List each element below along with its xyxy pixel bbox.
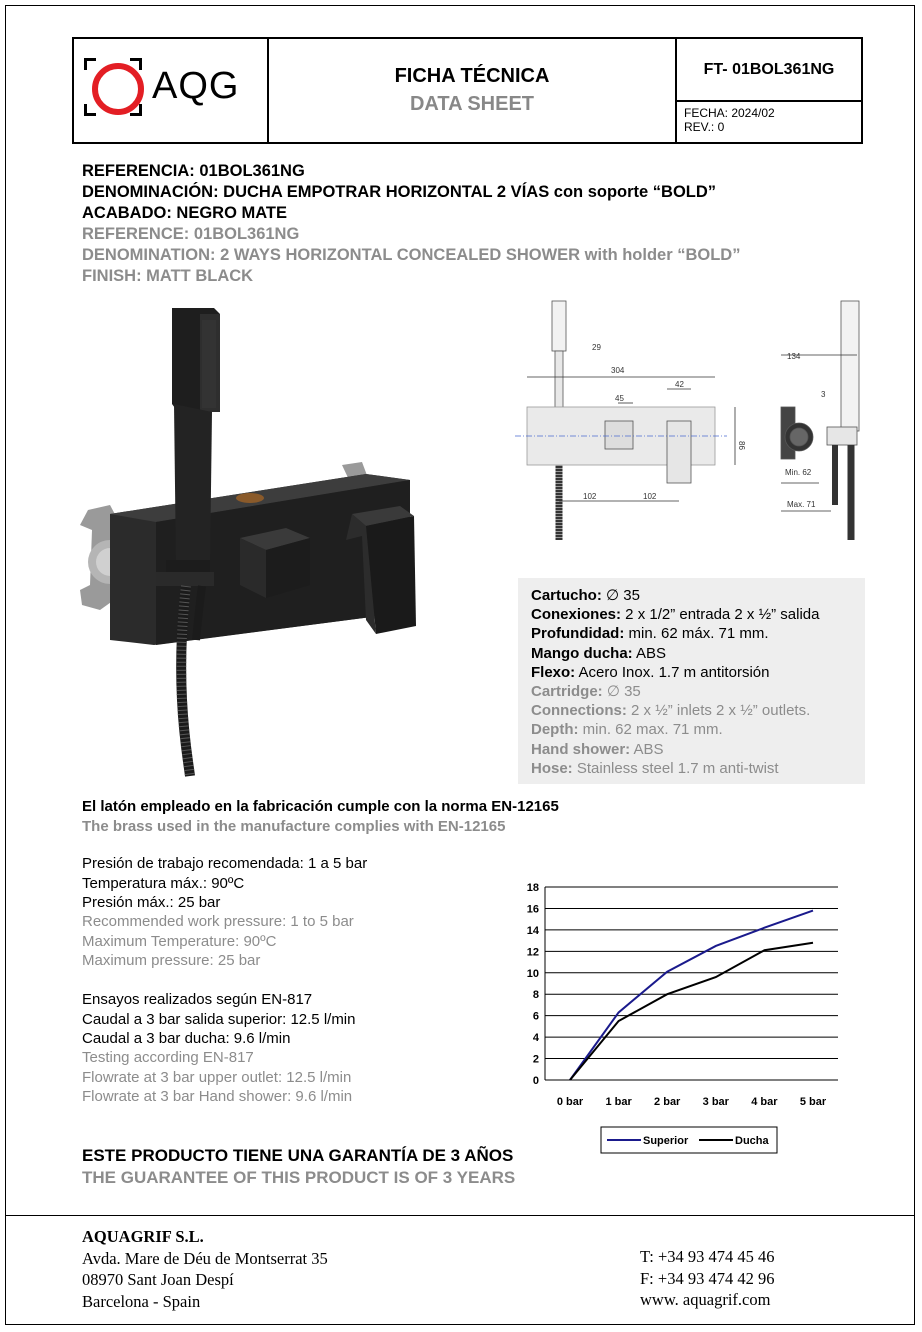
x-tick-label: 1 bar (605, 1096, 632, 1108)
denomination-en: DENOMINATION: 2 WAYS HORIZONTAL CONCEALED SHOWER with holder “BOLD” (82, 246, 741, 264)
spec-es-key: Mango ducha: (531, 644, 633, 662)
spec-en-row (531, 720, 865, 739)
tests-en-1: Testing according EN-817 (82, 1049, 254, 1066)
tests-es-3: Caudal a 3 bar ducha: 9.6 l/min (82, 1030, 291, 1047)
reference-en: REFERENCE: 01BOL361NG (82, 225, 300, 243)
specs-box (518, 578, 865, 784)
spec-en-key: Connections: (531, 702, 627, 720)
spec-es-row (531, 663, 865, 682)
spec-en-key: Hose: (531, 759, 573, 777)
y-tick-label: 4 (532, 1032, 539, 1045)
title-cell (269, 39, 677, 142)
dim-42: 42 (675, 380, 684, 389)
dim-304: 304 (611, 366, 625, 375)
brass-en: The brass used in the manufacture complies with EN-12165 (82, 818, 506, 835)
spec-en-value: ∅ 35 (602, 683, 641, 701)
dim-86: 86 (737, 441, 746, 450)
legend-label: Ducha (735, 1135, 769, 1147)
company-name: AQUAGRIF S.L. (82, 1227, 204, 1246)
doc-revision: REV.: 0 (684, 120, 725, 134)
address-line-3: Barcelona - Spain (82, 1291, 201, 1311)
spec-en-row (531, 701, 865, 720)
brass-es: El latón empleado en la fabricación cumple con la norma EN-12165 (82, 798, 559, 815)
spec-en-row (531, 682, 865, 701)
logo-text: AQG (152, 65, 240, 107)
reference-es: REFERENCIA: 01BOL361NG (82, 162, 305, 180)
tests-es-2: Caudal a 3 bar salida superior: 12.5 l/min (82, 1011, 356, 1028)
product-image (70, 300, 430, 785)
footer-address (82, 1226, 328, 1312)
y-tick-label: 14 (526, 924, 539, 937)
series-line-superior (570, 911, 813, 1080)
pressure-es-2: Temperatura máx.: 90ºC (82, 875, 245, 892)
legend-label: Superior (643, 1135, 689, 1147)
pressure-es-3: Presión máx.: 25 bar (82, 894, 221, 911)
pressure-en-1: Recommended work pressure: 1 to 5 bar (82, 913, 354, 930)
spec-es-value: 2 x 1/2” entrada 2 x ½” salida (621, 606, 820, 624)
y-tick-label: 18 (526, 882, 539, 894)
spec-en-value: 2 x ½” inlets 2 x ½” outlets. (626, 702, 811, 720)
spec-es-value: ∅ 35 (601, 587, 640, 604)
spec-es-key: Cartucho: (531, 587, 602, 604)
footer-divider (5, 1215, 915, 1216)
pressure-en-3: Maximum pressure: 25 bar (82, 952, 261, 969)
diverter-knob (240, 528, 310, 598)
spec-es-key: Conexiones: (531, 606, 622, 624)
y-tick-label: 16 (526, 903, 539, 916)
spec-en-value: ABS (630, 740, 664, 758)
pressure-es-1: Presión de trabajo recomendada: 1 a 5 bar (82, 855, 368, 872)
x-tick-label: 2 bar (654, 1096, 681, 1108)
x-tick-label: 5 bar (799, 1096, 827, 1108)
tests-en-2: Flowrate at 3 bar upper outlet: 12.5 l/min (82, 1069, 352, 1086)
spec-es-row (531, 605, 865, 624)
spec-es-key: Profundidad: (531, 625, 625, 643)
y-tick-label: 10 (526, 967, 539, 980)
spec-en-key: Depth: (531, 721, 579, 739)
dim-min-62: Min. 62 (785, 468, 812, 477)
spec-es-row (531, 624, 865, 643)
dim-134: 134 (787, 352, 801, 361)
address-line-1: Avda. Mare de Déu de Montserrat 35 (82, 1248, 328, 1268)
logo-ring (92, 63, 144, 115)
phone: T: +34 93 474 45 46 (640, 1247, 775, 1266)
x-tick-label: 4 bar (751, 1096, 778, 1108)
spec-en-row (531, 740, 865, 759)
spec-en-key: Hand shower: (531, 740, 631, 758)
logo-cell (74, 39, 269, 142)
code-cell (677, 39, 861, 142)
dim-102-right: 102 (643, 492, 657, 501)
doc-code: FT- 01BOL361NG (677, 39, 861, 102)
y-tick-label: 6 (532, 1010, 539, 1023)
doc-date: FECHA: 2024/02 (684, 106, 775, 120)
series-line-ducha (570, 943, 813, 1080)
fax: F: +34 93 474 42 96 (640, 1268, 775, 1288)
address-line-2: 08970 Sant Joan Despí (82, 1270, 234, 1289)
spec-en-value: min. 62 max. 71 mm. (578, 721, 723, 739)
title-es: FICHA TÉCNICA (394, 65, 550, 87)
dim-max-71: Max. 71 (787, 500, 816, 509)
spec-es-value: min. 62 máx. 71 mm. (624, 625, 769, 643)
spec-es-row (531, 586, 865, 605)
footer-contact (640, 1246, 775, 1311)
dim-29: 29 (592, 343, 601, 352)
flow-chart (505, 875, 850, 1160)
y-tick-label: 2 (532, 1053, 539, 1066)
title-en: DATA SHEET (409, 93, 535, 115)
spec-en-key: Cartridge: (531, 683, 603, 701)
x-tick-label: 3 bar (702, 1096, 729, 1108)
x-tick-label: 0 bar (556, 1096, 584, 1108)
dim-102-left: 102 (583, 492, 597, 501)
tests-en-3: Flowrate at 3 bar Hand shower: 9.6 l/min (82, 1088, 353, 1105)
spec-es-row (531, 644, 865, 663)
spec-es-key: Flexo: (531, 663, 576, 681)
y-tick-label: 8 (532, 989, 539, 1002)
guarantee-es: ESTE PRODUCTO TIENE UNA GARANTÍA DE 3 AÑOS (82, 1146, 514, 1165)
tests-es-1: Ensayos realizados según EN-817 (82, 991, 313, 1008)
finish-es: ACABADO: NEGRO MATE (82, 204, 288, 222)
denomination-es: DENOMINACIÓN: DUCHA EMPOTRAR HORIZONTAL 2 VÍAS con soporte “BOLD” (82, 183, 717, 201)
header-table (72, 37, 863, 144)
dim-45: 45 (615, 394, 624, 403)
finish-en: FINISH: MATT BLACK (82, 267, 254, 285)
y-tick-label: 0 (532, 1075, 539, 1087)
spec-es-value: ABS (632, 644, 667, 662)
guarantee-en: THE GUARANTEE OF THIS PRODUCT IS OF 3 YEARS (82, 1168, 516, 1187)
spec-es-value: Acero Inox. 1.7 m antitorsión (575, 663, 770, 681)
technical-drawing (505, 295, 875, 550)
website-link[interactable]: www. aquagrif.com (640, 1290, 771, 1309)
y-tick-label: 12 (526, 946, 539, 959)
spec-en-value: Stainless steel 1.7 m anti-twist (572, 759, 779, 777)
front-view (515, 301, 735, 540)
spec-en-row (531, 759, 865, 778)
pressure-en-2: Maximum Temperature: 90ºC (82, 933, 277, 950)
dim-3: 3 (821, 390, 826, 399)
